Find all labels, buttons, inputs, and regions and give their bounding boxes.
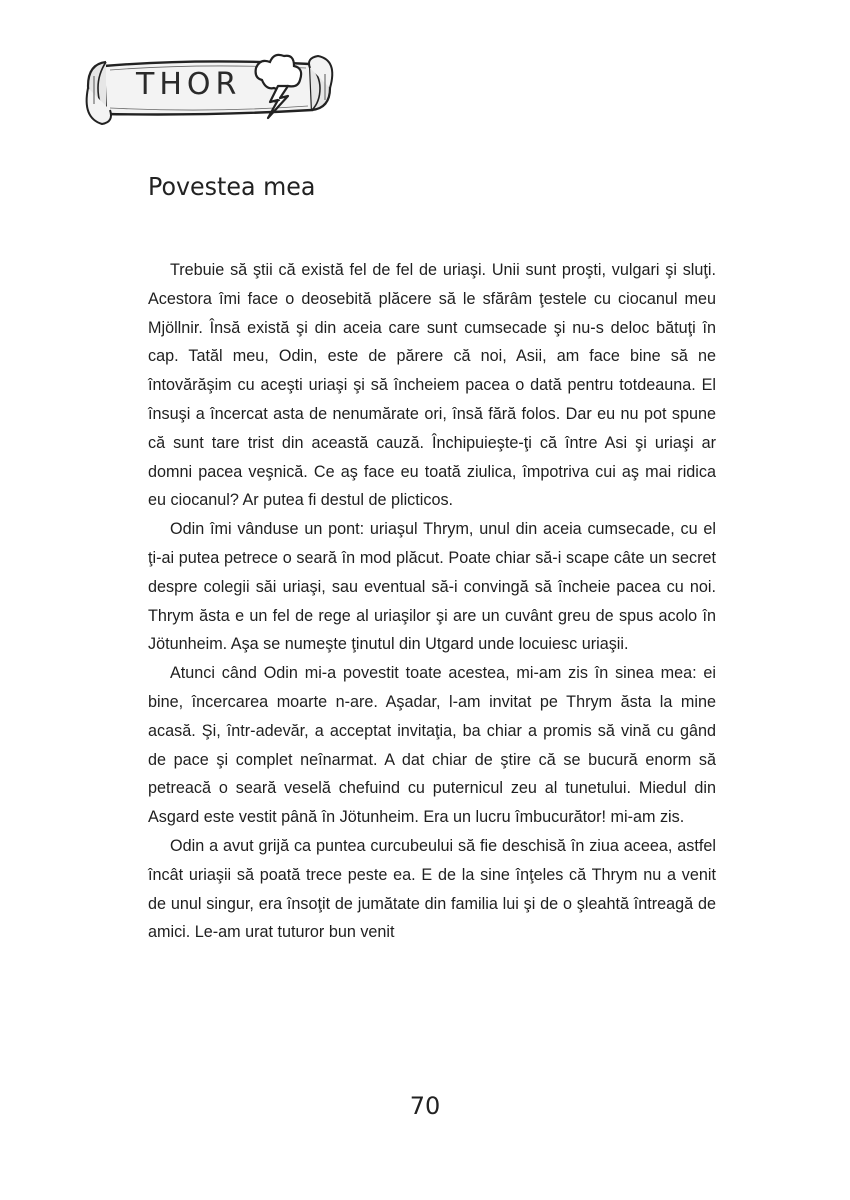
- paragraph: Odin îmi vânduse un pont: uriaşul Thrym, unul din aceia cumsecade, cu el ţi-ai putea petrece o seară în mod plăcut. Poate chiar să-i scape câte un secret despre colegii săi uriaşi, sau eventual să-i convingă să încheie pacea cu noi. Thrym ăsta e un fel de rege al uriaşilor şi are un cuvânt greu de spus acolo în Jötunheim. Aşa se numeşte ţinutul din Utgard unde locuiesc uriaşii.: [148, 520, 716, 654]
- header-banner: [80, 48, 340, 132]
- paragraph: Odin a avut grijă ca puntea curcubeului să fie deschisă în ziua aceea, astfel încât uriaşii să poată trece peste ea. E de la sine înţeles că Thrym nu a venit de unul singur, era însoţit de jumătate din familia lui şi de o şleahtă întreagă de amici. Le-am urat tuturor bun venit: [148, 836, 716, 942]
- page-number: 70: [409, 1092, 441, 1120]
- chapter-title: Povestea mea: [148, 172, 316, 201]
- lightning-bolt-icon: [248, 50, 308, 120]
- paragraph: Trebuie să ştii că există fel de fel de uriaşi. Unii sunt proşti, vulgari şi sluţi. Acestora îmi face o deosebită plăcere să le sfărâm ţestele cu ciocanul meu Mjöllnir. Însă există şi din aceia care sunt cumsecade şi nu-s deloc bătuţi în cap. Tatăl meu, Odin, este de părere că noi, Asii, am face bine să ne întovărăşim cu aceşti uriaşi şi să încheiem pacea o dată pentru totdeauna. El însuşi a încercat asta de nenumărate ori, însă fără folos. Dar eu nu pot spune că sunt tare trist din această cauză. Închipuieşte-ţi că între Asi şi uriaşi ar domni pacea veşnică. Ce aş face eu toată ziulica, împotriva cui aş mai ridica eu ciocanul? Ar putea fi destul de plicticos.: [148, 261, 716, 510]
- paragraph: Atunci când Odin mi-a povestit toate acestea, mi-am zis în sinea mea: ei bine, încercarea moarte n-are. Aşadar, l-am invitat pe Thrym ăsta la mine acasă. Şi, într-adevăr, a acceptat invitaţia, ba chiar a promis să vină cu gând de pace şi complet neînarmat. A dat chiar de ştire că se bucură enorm să petreacă o seară veselă chefuind cu puternicul zeu al tunetului. Miedul din Asgard este vestit până în Jötunheim. Era un lucru îmbucurător! mi-am zis.: [148, 664, 716, 827]
- banner-title: THOR: [136, 67, 242, 102]
- body-text: [148, 256, 716, 947]
